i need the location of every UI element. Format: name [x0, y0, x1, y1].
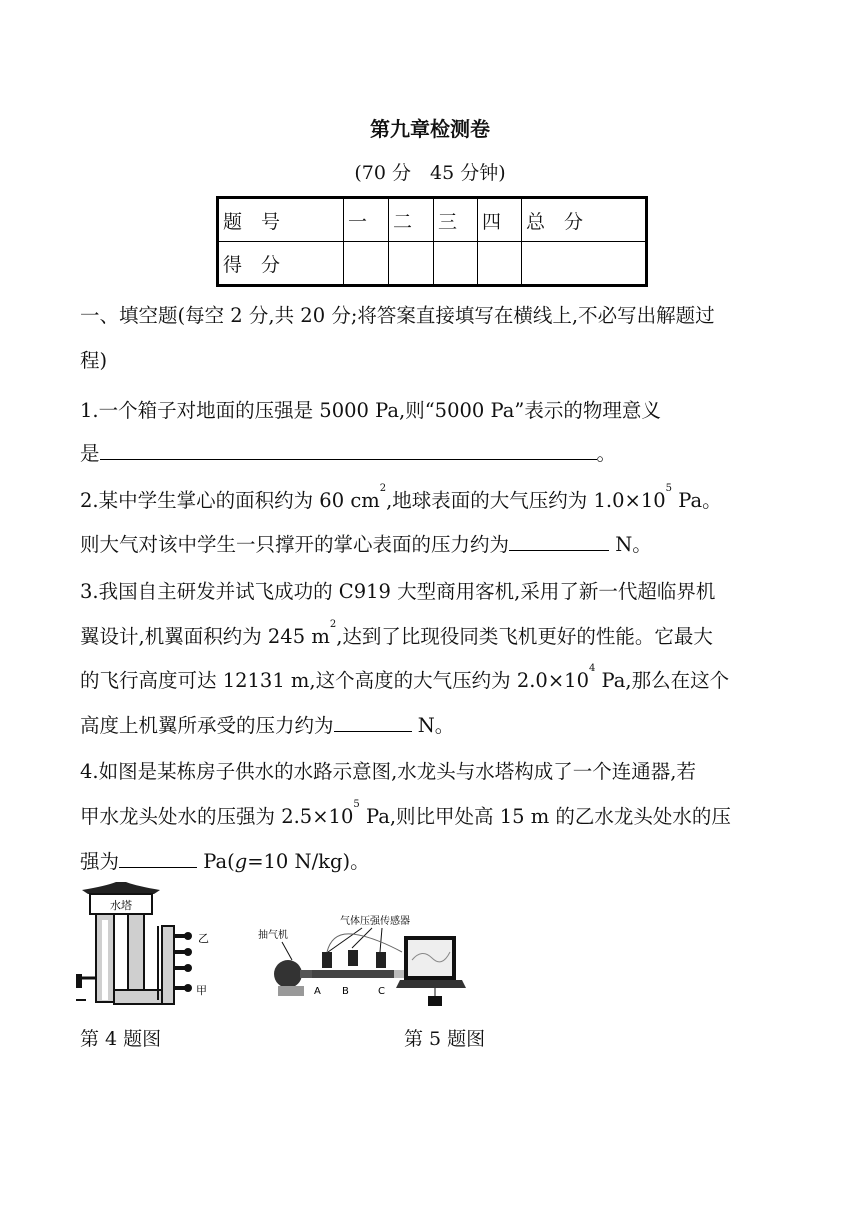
score-table-cell: 二 — [389, 198, 434, 242]
answer-blank[interactable] — [100, 441, 597, 460]
question-4-line: 4.如图是某栋房子供水的水路示意图,水龙头与水塔构成了一个连通器,若 — [80, 760, 697, 783]
score-table-cell: 一 — [344, 198, 389, 242]
score-table-score-row — [218, 242, 647, 286]
score-table-cell: 四 — [478, 198, 522, 242]
sensor-label: 气体压强传感器 — [340, 916, 410, 927]
score-input-cell[interactable] — [522, 242, 647, 286]
score-input-cell[interactable] — [389, 242, 434, 286]
point-c-label: C — [378, 986, 385, 997]
score-input-cell[interactable] — [344, 242, 389, 286]
point-b-label: B — [342, 986, 349, 997]
point-a-label: A — [314, 986, 321, 997]
question-3-line: 翼设计,机翼面积约为 245 $m^2$,达到了比现役同类飞机更好的性能。它最大 — [80, 619, 713, 648]
score-input-cell[interactable] — [434, 242, 478, 286]
page-title: 第九章检测卷 — [370, 117, 490, 141]
figure-4-caption: 第 4 题图 — [80, 1028, 162, 1050]
section-heading: 一、填空题(每空 2 分,共 20 分;将答案直接填写在横线上,不必写出解题过 — [80, 304, 715, 327]
figure-5-caption: 第 5 题图 — [404, 1028, 486, 1050]
question-4-line: 甲水龙头处水的压强为 $2.5\times 10^5$ Pa,则比甲处高 15 m 的乙水龙头处水的压 — [80, 799, 731, 828]
question-1-line: 是 。 — [80, 442, 617, 465]
score-table-cell: 总 分 — [522, 198, 647, 242]
question-3-line: 3.我国自主研发并试飞成功的 C919 大型商用客机,采用了新一代超临界机 — [80, 580, 716, 603]
tower-label: 水塔 — [110, 899, 132, 912]
pump-label: 抽气机 — [258, 930, 288, 941]
score-input-cell[interactable] — [478, 242, 522, 286]
water-tower-figure — [76, 882, 216, 1014]
question-3-line: 高度上机翼所承受的压力约为 N。 — [80, 714, 455, 737]
tap-jia-label: 甲 — [196, 984, 207, 997]
question-4-line: 强为 Pa(g=10 N/kg)。 — [80, 850, 370, 873]
section-heading-cont: 程) — [80, 349, 108, 372]
page-subtitle: (70 分 45 分钟) — [354, 162, 506, 184]
score-table-header-row — [218, 198, 647, 242]
answer-blank[interactable] — [334, 713, 412, 732]
score-table-cell: 题 号 — [218, 198, 344, 242]
score-table-cell: 三 — [434, 198, 478, 242]
tap-yi-label: 乙 — [198, 932, 209, 945]
pressure-sensor-figure — [252, 912, 472, 1012]
question-2-line: 则大气对该中学生一只撑开的掌心表面的压力约为 N。 — [80, 533, 652, 556]
question-2-line: 2.某中学生掌心的面积约为 60 $cm^2$,地球表面的大气压约为 $1.0\times 10^5$ Pa。 — [80, 483, 722, 512]
question-1-line: 1.一个箱子对地面的压强是 5000 Pa,则“5000 Pa”表示的物理意义 — [80, 399, 661, 422]
answer-blank[interactable] — [119, 849, 197, 868]
answer-blank[interactable] — [509, 532, 609, 551]
score-table — [216, 196, 648, 287]
score-table-cell: 得 分 — [218, 242, 344, 286]
question-3-line: 的飞行高度可达 12131 m,这个高度的大气压约为 $2.0\times 10^4$ Pa,那么在这个 — [80, 663, 730, 692]
